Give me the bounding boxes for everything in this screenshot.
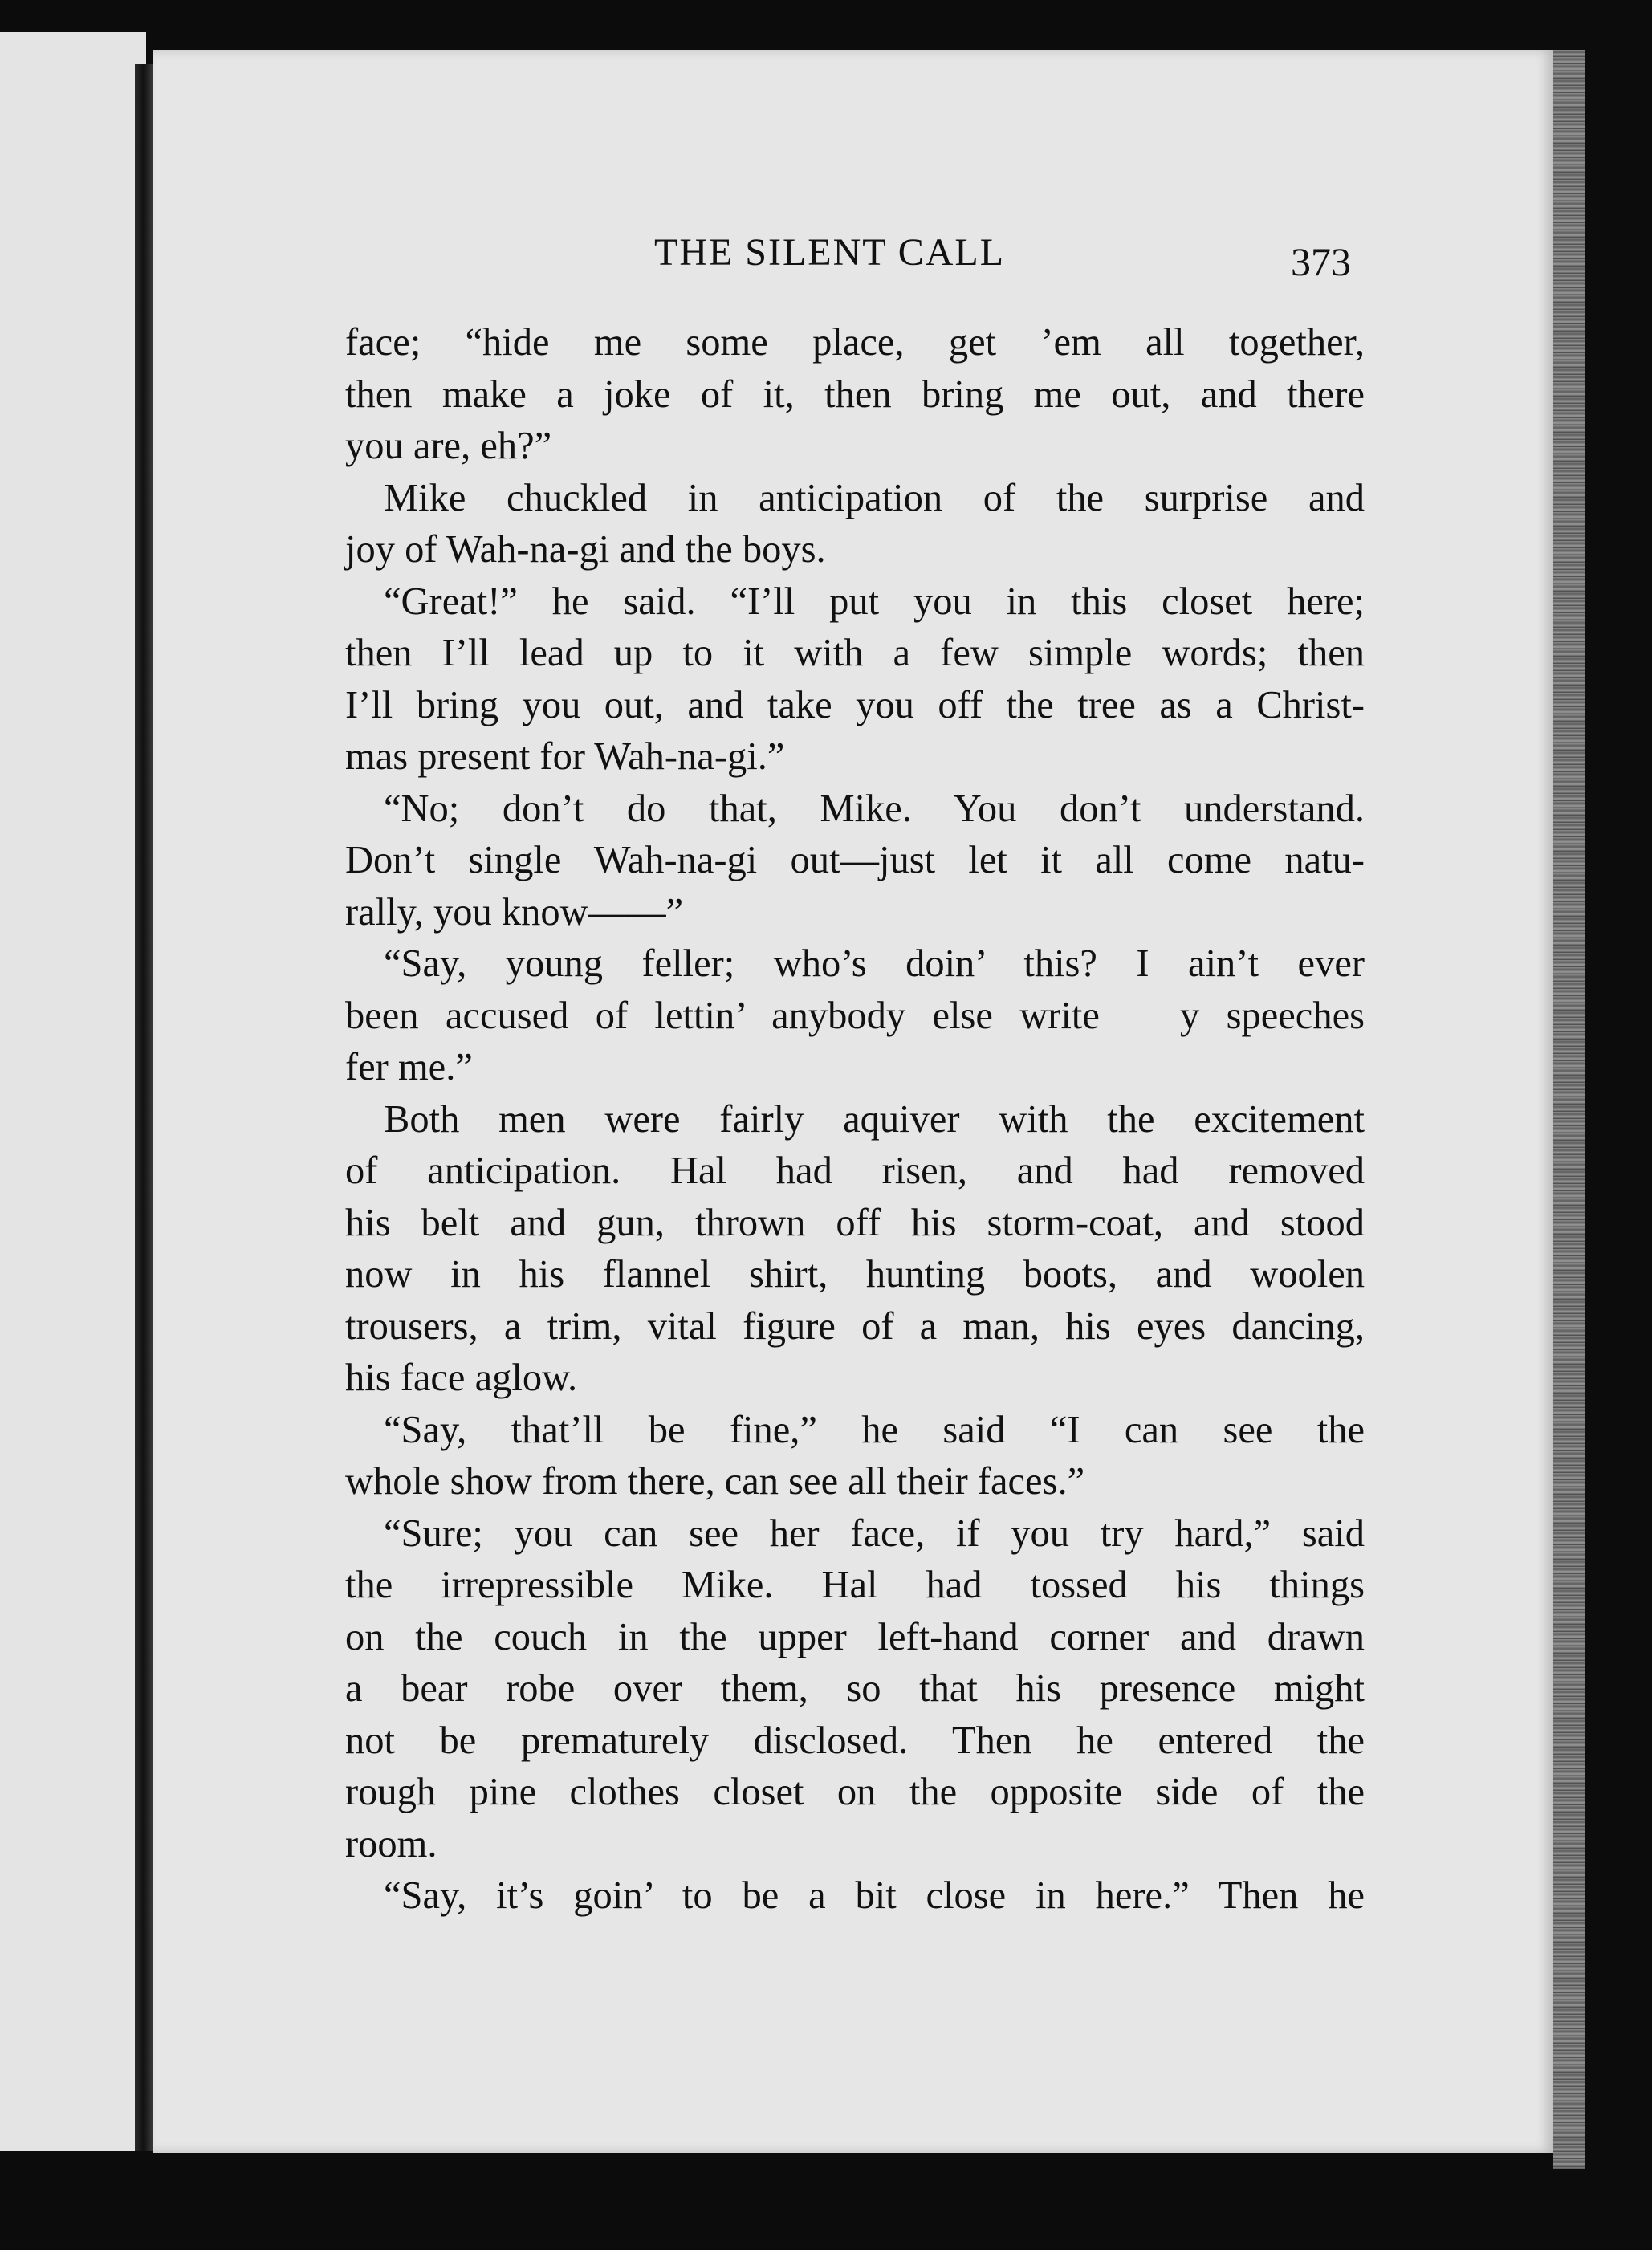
left-page — [0, 32, 146, 2151]
text-line: then I’ll lead up to it with a few simple words; then — [345, 632, 1365, 674]
text-line: face; “hide me some place, get ’em all together, — [345, 321, 1365, 364]
text-line: “Great!” he said. “I’ll put you in this closet here; — [384, 580, 1365, 623]
text-line: “Sure; you can see her face, if you try hard,” said — [384, 1512, 1365, 1555]
page-number: 373 — [1291, 239, 1351, 284]
text-line: room. — [345, 1822, 437, 1866]
text-line: joy of Wah-na-gi and the boys. — [345, 528, 826, 571]
text-line: rough pine clothes closet on the opposite side of the — [345, 1771, 1365, 1813]
body-text — [345, 317, 1365, 1922]
text-line: been accused of lettin’ anybody else write y speeches — [345, 994, 1365, 1037]
chapter-title: THE SILENT CALL — [654, 231, 1006, 274]
text-line: “Say, young feller; who’s doin’ this? I ain’t ever — [384, 942, 1365, 985]
text-line: the irrepressible Mike. Hal had tossed his things — [345, 1564, 1365, 1606]
text-line: Mike chuckled in anticipation of the surprise and — [384, 476, 1365, 519]
text-line: I’ll bring you out, and take you off the tree as a Christ- — [345, 683, 1365, 726]
text-line: rally, you know——” — [345, 890, 684, 934]
text-line: his face aglow. — [345, 1357, 578, 1399]
text-line: Don’t single Wah-na-gi out—just let it all come natu- — [345, 839, 1365, 881]
text-line: his belt and gun, thrown off his storm-coat, and stood — [345, 1201, 1365, 1244]
book-gutter — [135, 64, 153, 2151]
text-line: not be prematurely disclosed. Then he entered the — [345, 1719, 1365, 1762]
text-line: “No; don’t do that, Mike. You don’t understand. — [384, 787, 1365, 830]
text-line: Both men were fairly aquiver with the excitement — [384, 1097, 1365, 1141]
text-line: of anticipation. Hal had risen, and had removed — [345, 1149, 1365, 1192]
text-line: you are, eh?” — [345, 425, 552, 467]
text-line: “Say, it’s goin’ to be a bit close in here.” Then he — [384, 1874, 1365, 1917]
text-line: then make a joke of it, then bring me out, and there — [345, 372, 1365, 416]
text-line: on the couch in the upper left-hand corner and drawn — [345, 1615, 1365, 1658]
text-line: now in his flannel shirt, hunting boots, and woolen — [345, 1253, 1365, 1296]
running-head — [193, 197, 1381, 284]
page-stack-edge — [1553, 50, 1585, 2169]
text-line: a bear robe over them, so that his presence might — [345, 1667, 1365, 1710]
text-line: mas present for Wah-na-gi.” — [345, 735, 785, 778]
text-line: “Say, that’ll be fine,” he said “I can see the — [384, 1408, 1365, 1451]
text-line: trousers, a trim, vital figure of a man, his eyes dancing, — [345, 1304, 1365, 1348]
text-line: fer me.” — [345, 1046, 473, 1088]
text-line: whole show from there, can see all their faces.” — [345, 1460, 1085, 1503]
